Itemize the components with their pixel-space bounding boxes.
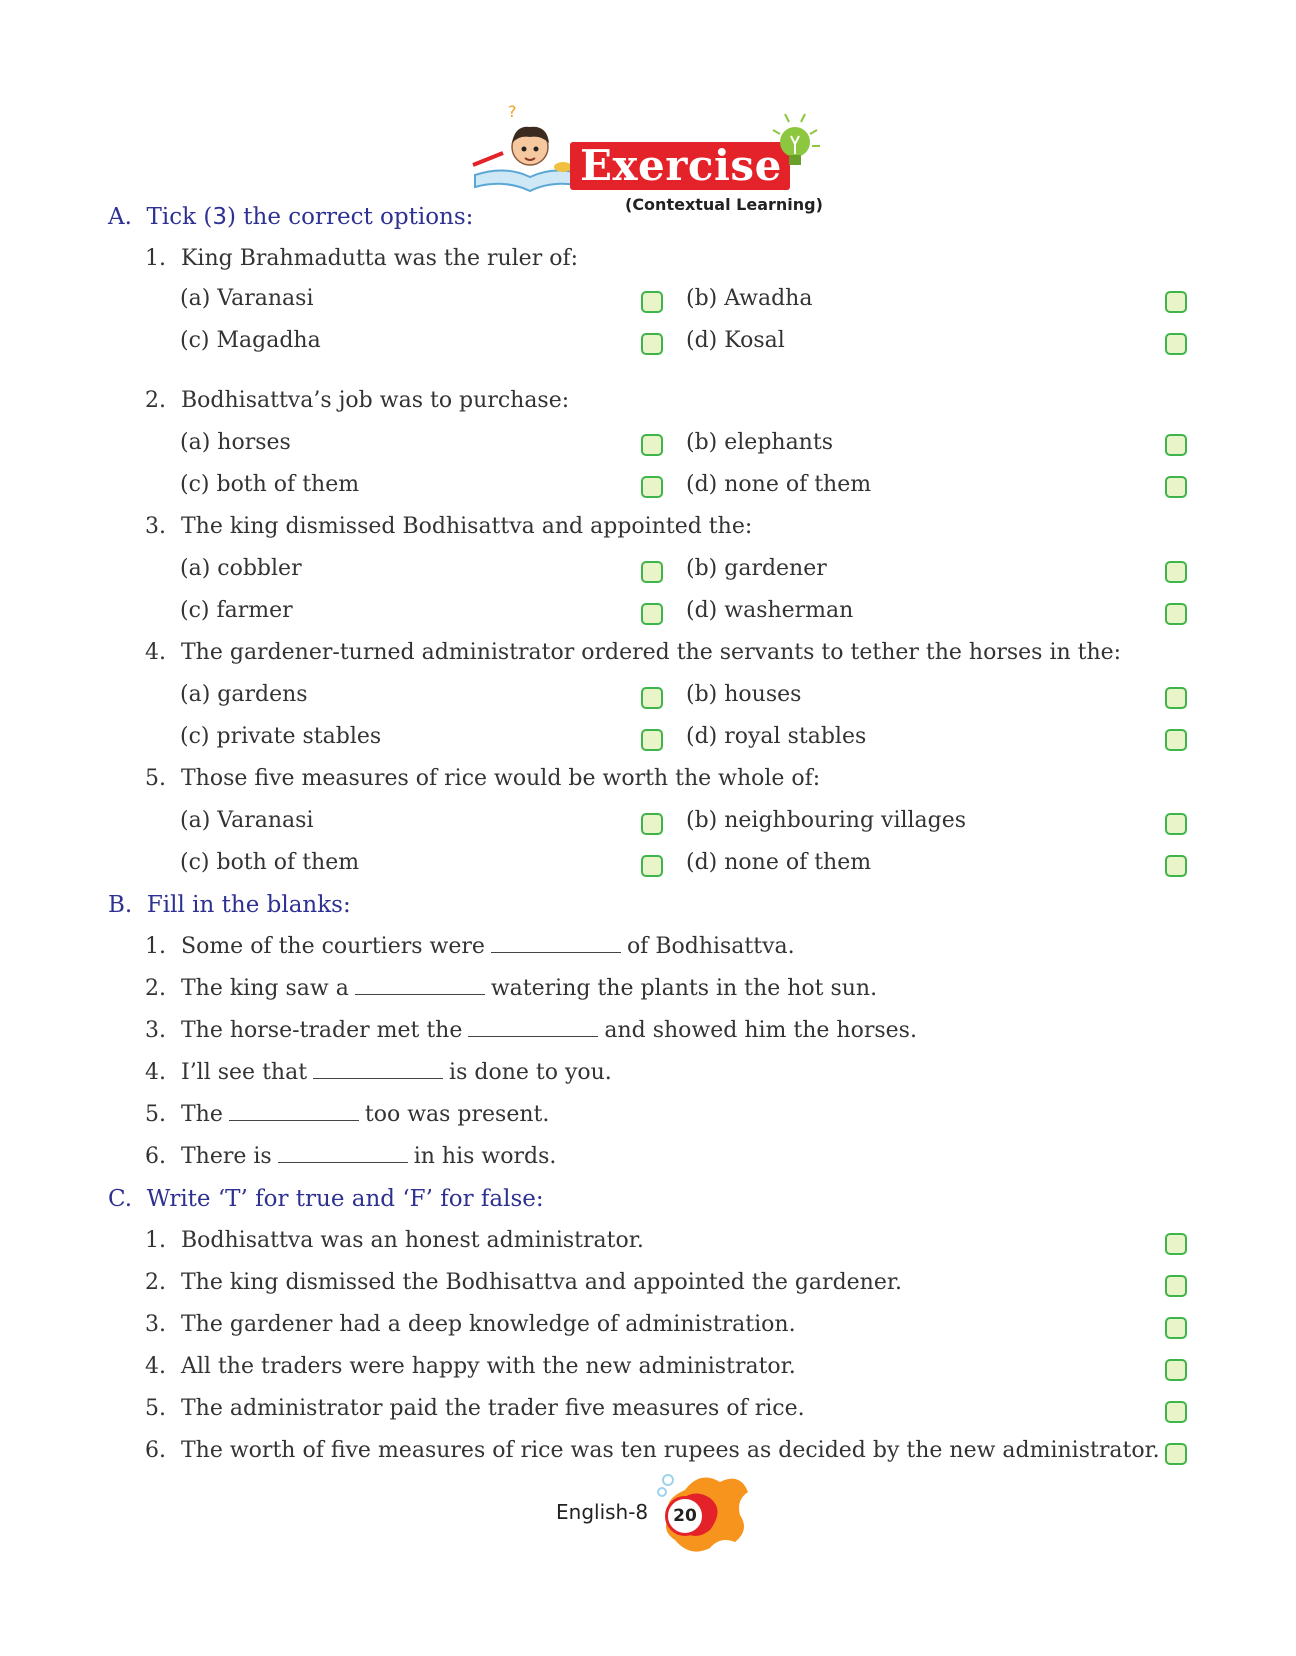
section-a-heading-pre: Tick ( <box>146 204 213 230</box>
option-checkbox[interactable] <box>641 687 663 709</box>
item-number: 6. <box>145 1144 166 1169</box>
option-text: (b) Awadha <box>686 286 813 311</box>
question-5 <box>145 766 820 791</box>
option-text: (c) farmer <box>180 598 293 623</box>
true-false-item <box>145 1354 796 1379</box>
fill-blank[interactable] <box>313 1060 443 1079</box>
fill-after-text: in his words. <box>413 1144 557 1169</box>
fill-before-text: The king saw a <box>181 976 349 1001</box>
question-1 <box>145 246 578 271</box>
fill-after-text: watering the plants in the hot sun. <box>490 976 878 1001</box>
answer-box[interactable] <box>1165 1401 1187 1423</box>
item-number: 4. <box>145 1354 166 1379</box>
option-text: (c) private stables <box>180 724 382 749</box>
item-number: 1. <box>145 934 166 959</box>
option-text: (b) neighbouring villages <box>686 808 967 833</box>
option-text: (d) none of them <box>686 850 872 875</box>
option-text: (a) gardens <box>180 682 308 707</box>
question-number: 3. <box>145 514 166 539</box>
true-false-item <box>145 1270 902 1295</box>
question-4 <box>145 640 1121 665</box>
statement-text: The king dismissed the Bodhisattva and appointed the gardener. <box>181 1270 902 1295</box>
svg-text:?: ? <box>508 105 517 121</box>
section-b-label: B. <box>108 892 133 918</box>
option-text: (a) Varanasi <box>180 286 314 311</box>
fill-blank[interactable] <box>468 1018 598 1037</box>
section-a-heading-post: ) the correct options: <box>227 204 474 230</box>
question-2 <box>145 388 569 413</box>
option-text: (b) gardener <box>686 556 827 581</box>
item-number: 5. <box>145 1396 166 1421</box>
section-a-label: A. <box>108 204 132 230</box>
option-text: (a) cobbler <box>180 556 302 581</box>
option-checkbox[interactable] <box>1165 333 1187 355</box>
item-number: 5. <box>145 1102 166 1127</box>
answer-box[interactable] <box>1165 1443 1187 1465</box>
question-text: The gardener-turned administrator ordered the servants to tether the horses in the: <box>181 640 1122 665</box>
question-text: Those five measures of rice would be worth the whole of: <box>181 766 821 791</box>
statement-text: Bodhisattva was an honest administrator. <box>181 1228 644 1253</box>
option-checkbox[interactable] <box>1165 687 1187 709</box>
option-checkbox[interactable] <box>1165 476 1187 498</box>
option-text: (a) Varanasi <box>180 808 314 833</box>
option-checkbox[interactable] <box>641 476 663 498</box>
fill-item <box>145 1060 612 1085</box>
option-checkbox[interactable] <box>641 813 663 835</box>
fill-item <box>145 1144 556 1169</box>
statement-text: The worth of five measures of rice was ten rupees as decided by the new administrator. <box>181 1438 1160 1463</box>
option-checkbox[interactable] <box>1165 291 1187 313</box>
option-checkbox[interactable] <box>641 729 663 751</box>
fill-item <box>145 1018 917 1043</box>
item-number: 6. <box>145 1438 166 1463</box>
item-number: 1. <box>145 1228 166 1253</box>
section-c-label: C. <box>108 1186 133 1212</box>
option-checkbox[interactable] <box>641 855 663 877</box>
option-checkbox[interactable] <box>641 561 663 583</box>
option-checkbox[interactable] <box>641 333 663 355</box>
section-a-heading <box>108 204 473 230</box>
option-checkbox[interactable] <box>641 434 663 456</box>
book-title: English-8 <box>556 1500 649 1524</box>
fill-blank[interactable] <box>229 1102 359 1121</box>
option-text: (a) horses <box>180 430 291 455</box>
item-number: 2. <box>145 976 166 1001</box>
exercise-header <box>465 105 855 217</box>
fill-before-text: There is <box>181 1144 272 1169</box>
section-c-heading-text: Write ‘T’ for true and ‘F’ for false: <box>146 1186 544 1212</box>
option-checkbox[interactable] <box>641 603 663 625</box>
option-checkbox[interactable] <box>641 291 663 313</box>
fill-blank[interactable] <box>278 1144 408 1163</box>
true-false-item <box>145 1396 805 1421</box>
true-false-item <box>145 1438 1160 1463</box>
option-checkbox[interactable] <box>1165 561 1187 583</box>
section-b-heading-text: Fill in the blanks: <box>146 892 351 918</box>
question-number: 4. <box>145 640 166 665</box>
section-b-heading <box>108 892 351 918</box>
question-text: King Brahmadutta was the ruler of: <box>181 246 579 271</box>
fill-item <box>145 1102 549 1127</box>
option-text: (c) both of them <box>180 472 360 497</box>
true-false-item <box>145 1312 796 1337</box>
exercise-title: Exercise <box>570 142 790 190</box>
fill-before-text: The <box>181 1102 223 1127</box>
fill-after-text: too was present. <box>364 1102 550 1127</box>
answer-box[interactable] <box>1165 1275 1187 1297</box>
question-number: 5. <box>145 766 166 791</box>
answer-box[interactable] <box>1165 1317 1187 1339</box>
item-number: 3. <box>145 1312 166 1337</box>
option-text: (d) Kosal <box>686 328 785 353</box>
fill-blank[interactable] <box>355 976 485 995</box>
question-text: Bodhisattva’s job was to purchase: <box>181 388 570 413</box>
question-number: 2. <box>145 388 166 413</box>
question-text: The king dismissed Bodhisattva and appointed the: <box>181 514 753 539</box>
answer-box[interactable] <box>1165 1233 1187 1255</box>
option-text: (d) washerman <box>686 598 854 623</box>
option-text: (b) elephants <box>686 430 833 455</box>
statement-text: The administrator paid the trader five measures of rice. <box>181 1396 805 1421</box>
option-checkbox[interactable] <box>1165 603 1187 625</box>
lightbulb-icon <box>765 110 825 180</box>
option-text: (d) royal stables <box>686 724 867 749</box>
item-number: 4. <box>145 1060 166 1085</box>
item-number: 2. <box>145 1270 166 1295</box>
fill-item <box>145 934 795 959</box>
true-false-item <box>145 1228 644 1253</box>
fill-after-text: of Bodhisattva. <box>626 934 795 959</box>
option-text: (b) houses <box>686 682 802 707</box>
fill-before-text: The horse-trader met the <box>181 1018 463 1043</box>
option-checkbox[interactable] <box>1165 855 1187 877</box>
option-text: (c) both of them <box>180 850 360 875</box>
option-checkbox[interactable] <box>1165 434 1187 456</box>
statement-text: All the traders were happy with the new administrator. <box>181 1354 796 1379</box>
tick-glyph: 3 <box>212 204 227 230</box>
fill-before-text: I’ll see that <box>181 1060 308 1085</box>
question-3 <box>145 514 752 539</box>
option-checkbox[interactable] <box>1165 729 1187 751</box>
fill-blank[interactable] <box>491 934 621 953</box>
item-number: 3. <box>145 1018 166 1043</box>
fill-before-text: Some of the courtiers were <box>181 934 485 959</box>
option-text: (c) Magadha <box>180 328 321 353</box>
fill-after-text: and showed him the horses. <box>604 1018 917 1043</box>
section-c-heading <box>108 1186 544 1212</box>
fill-after-text: is done to you. <box>449 1060 612 1085</box>
exercise-subtitle: (Contextual Learning) <box>625 195 823 214</box>
fill-item <box>145 976 877 1001</box>
question-number: 1. <box>145 246 166 271</box>
answer-box[interactable] <box>1165 1359 1187 1381</box>
statement-text: The gardener had a deep knowledge of administration. <box>181 1312 796 1337</box>
page-number: 20 <box>665 1496 705 1536</box>
option-checkbox[interactable] <box>1165 813 1187 835</box>
option-text: (d) none of them <box>686 472 872 497</box>
